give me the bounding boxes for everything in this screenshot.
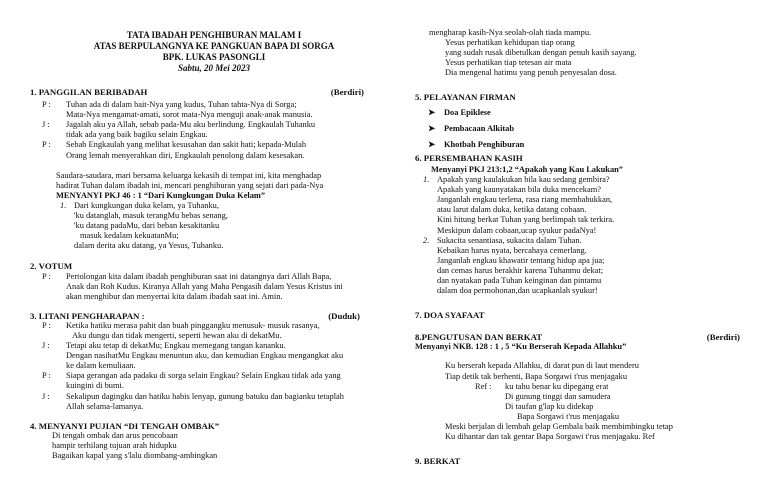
- verse-number: 1.: [60, 200, 67, 210]
- s3-j1: [30, 341, 398, 351]
- text-line: Mata-Nya mengamat-amati, sorot mata-Nya menguji anak-anak manusia.: [66, 110, 313, 120]
- text-line: dalam doa permohonan,dan ucapkanlah syukur!: [437, 286, 598, 296]
- text-line: Meskipun dalam cobaan,ucap syukur padaNya!: [437, 225, 597, 235]
- text-line: Aku dungu dan tidak mengerti, seperti hewan aku di dekatMu.: [72, 330, 282, 340]
- list-item-label: Doa Epiklese: [444, 107, 491, 117]
- text-line: Dia mengenal hatimu yang penuh penyesalan dosa.: [445, 68, 617, 78]
- text-line: Dari kungkungan duka kelam, ya Tuhanku,: [74, 200, 219, 210]
- text-line: kuingini di bumi.: [66, 381, 124, 391]
- song-title: Menyanyi PKJ 213:1,2 “Apakah yang Kau Lakukan”: [431, 164, 623, 174]
- text-line: Tetapi aku tetap di dekatMu; Engkau memegang tangan kananku.: [66, 341, 286, 351]
- text-line: Sekalipun dagingku dan hatiku habis lenyap, gunung batuku dan bagianku tetaplah: [66, 391, 344, 401]
- text-line: Tuhan ada di dalam bait-Nya yang kudus, Tuhan tahta-Nya di Sorga;: [66, 100, 297, 110]
- text-line: Janganlah engkau terlena, rasa riang membabukkan,: [437, 195, 613, 205]
- text-line: Sukacita senantiasa, sukacita dalam Tuhan.: [437, 235, 582, 245]
- s6-verse-1: [415, 175, 760, 185]
- text-line: dan cemas harus berakhir karena Tuhanmu dekat;: [437, 265, 604, 275]
- header-title-2: ATAS BERPULANGNYA KE PANGKUAN BAPA DI SORGA: [93, 41, 335, 51]
- section-6-title: 6. PERSEMBAHAN KASIH: [415, 152, 523, 163]
- text-line: ku tahu benar ku dipegang erat: [505, 381, 609, 391]
- section-7-title: 7. DOA SYAFAAT: [415, 310, 485, 321]
- text-line: Janganlah engkau khawatir tentang hidup apa jua;: [437, 255, 605, 265]
- text-line: mengharap kasih-Nya seolah-olah tiada mampu.: [429, 28, 592, 37]
- section-3-title: 3. LITANI PENGHARAPAN :: [30, 310, 145, 321]
- song-title: MENYANYI PKJ 46 : 1 “Dari Kungkungan Duka Kelam”: [56, 190, 266, 200]
- role-label: P :: [42, 100, 51, 110]
- section-8-title: 8.PENGUTUSAN DAN BERKAT: [415, 332, 543, 343]
- s8-refrain: [415, 382, 760, 392]
- section-8-note: (Berdiri): [706, 332, 740, 343]
- text-line: Bapa Sorgawi t'rus menjagaku: [517, 411, 620, 421]
- s2-p: [30, 272, 398, 282]
- section-9-heading: [415, 456, 760, 466]
- text-line: Sebab Engkaulah yang melihat kesusahan dan sakit hati; kepada-Mulah: [66, 140, 307, 150]
- section-1-title: 1. PANGGILAN BERIBADAH: [30, 87, 148, 97]
- arrow-icon: ➤: [428, 123, 436, 133]
- section-2-title: 2. VOTUM: [30, 261, 73, 272]
- role-label: P :: [42, 320, 51, 330]
- text-line: Kebaikan harus nyata, bercahaya cemerlang.: [437, 245, 587, 255]
- text-line: dan nyatakan pada Tuhan keinginan dan pintamu: [437, 275, 602, 285]
- text-line: Allah selama-lamanya.: [66, 401, 144, 411]
- section-7-heading: [415, 310, 760, 320]
- s3-j2: [30, 392, 398, 402]
- text-line: hampir terhilang tujuan arah hidupku: [52, 440, 177, 450]
- s3-p1: [30, 321, 398, 331]
- right-column: [415, 0, 760, 466]
- role-label: J :: [42, 341, 50, 351]
- text-line: Anak dan Roh Kudus. Kiranya Allah yang Maha Pengasih dalam Yesus Kristus ini: [66, 281, 343, 291]
- text-line: tidak ada yang baik bagiku selain Engkau.: [66, 130, 208, 140]
- role-label: J :: [42, 391, 50, 401]
- role-label: P :: [42, 371, 51, 381]
- text-line: Di taufan g'lap ku didekap: [505, 401, 594, 411]
- s5-item-2: [415, 124, 760, 134]
- text-line: Tiap detik tak berhenti, Bapa Sorgawi t'rus menjagaku: [445, 371, 628, 381]
- s6-verse-2: [415, 236, 760, 246]
- header-title-3: BPK. LUKAS PASONGLI: [162, 52, 266, 62]
- text-line: Di tengah ombak dan arus pencobaan: [52, 430, 178, 440]
- text-line: Saudara-saudara, mari bersama keluarga kekasih di tempat ini, kita menghadap: [56, 170, 322, 180]
- text-line: Ketika hatiku merasa pahit dan buah pinggangku menusuk- musuk rasanya,: [66, 320, 320, 330]
- s5-item-3: [415, 140, 760, 150]
- header-title-1: TATA IBADAH PENGHIBURAN MALAM I: [126, 30, 302, 40]
- text-line: hadirat Tuhan dalam ibadah ini, mencari penghiburan yang sejati dari pada-Nya: [56, 180, 324, 190]
- text-line: Yesus perhatikan tiap tetesan air mata: [445, 58, 572, 68]
- arrow-icon: ➤: [428, 139, 436, 149]
- text-line: Kini hitung berkat Tuhan yang berlimpah tak terkira.: [437, 215, 615, 225]
- song-title: Menyanyi NKB. 128 : 1 , 5 “Ku Berserah Kepada Allahku”: [415, 342, 627, 352]
- text-line: ke dalam kemuliaan.: [66, 361, 136, 371]
- s1-j1: [30, 120, 398, 130]
- text-line: Ku berserah kepada Allahku, di darat pun di laut menderu: [445, 361, 639, 371]
- section-9-title: 9. BERKAT: [415, 456, 461, 467]
- s5-item-1: [415, 108, 760, 118]
- section-8-heading: [415, 332, 760, 342]
- refrain-label: Ref :: [475, 381, 492, 391]
- section-3-heading: [30, 311, 398, 321]
- role-label: P :: [42, 140, 51, 150]
- text-line: Jagalah aku ya Allah, sebab pada-Mu aku berlindung. Engkaulah Tuhanku: [66, 120, 316, 130]
- s1-p1: [30, 100, 398, 110]
- text-line: Di gunung tinggi dan samudera: [505, 391, 611, 401]
- text-line: Meski berjalan di lembah gelap Gembala baik membimbingku tetap: [445, 422, 673, 431]
- section-2-heading: [30, 261, 398, 271]
- s1-p2: [30, 140, 398, 150]
- section-4-title: 4. MENYANYI PUJIAN “DI TENGAH OMBAK”: [30, 420, 220, 431]
- arrow-icon: ➤: [428, 107, 436, 117]
- list-item-label: Pembacaan Alkitab: [444, 123, 515, 133]
- text-line: Ku dihantar dan tak gentar Bapa Sorgawi t'rus menjagaku. Ref: [445, 432, 655, 442]
- section-6-heading: [415, 153, 760, 163]
- text-line: Orang lemah menyerahkan diri, Engkaulah penolong dalam kesesakan.: [66, 150, 305, 160]
- list-item-label: Khotbah Penghiburan: [444, 139, 525, 149]
- verse-number: 2.: [423, 235, 430, 245]
- s1-verse: [30, 201, 398, 211]
- section-5-heading: [415, 92, 760, 102]
- text-line: atau larut dalam duka, ketika datang cobaan.: [437, 205, 587, 215]
- section-1-note: (Berdiri): [330, 87, 364, 97]
- text-line: akan menghibur dan menyertai kita dalam ibadah saat ini. Amin.: [66, 291, 283, 301]
- text-line: dalam derita aku datang, ya Yesus, Tuhanku.: [74, 241, 224, 251]
- section-1-heading: [30, 87, 398, 97]
- role-label: P :: [42, 271, 51, 281]
- text-line: masuk kedalam kekuatanMu;: [80, 231, 179, 241]
- text-line: Pertolongan kita dalam ibadah penghiburan saat ini datangnya dari Allah Bapa,: [66, 271, 332, 281]
- s3-p2: [30, 371, 398, 381]
- text-line: Apakah yang kaulakukan bila kau sedang gembira?: [437, 175, 610, 185]
- text-line: Dengan nasihatMu Engkau menuntun aku, dan kemudian Engkau mengangkat aku: [66, 351, 344, 361]
- text-line: Apakah yang kaunyatakan bila duka mencekam?: [437, 185, 601, 195]
- text-line: 'ku datang padaMu, dari beban kesakitanku: [74, 221, 220, 231]
- verse-number: 1.: [423, 175, 430, 185]
- text-line: Bagaikan kapal yang s'lalu diombang-ambingkan: [52, 451, 218, 460]
- text-line: yang sudah rusak dibetulkan dengan penuh kasih sayang.: [445, 48, 637, 58]
- section-5-title: 5. PELAYANAN FIRMAN: [415, 92, 516, 103]
- text-line: Siapa gerangan ada padaku di sorga selain Engkau? Selain Engkau tidak ada yang: [66, 371, 341, 381]
- section-3-note: (Duduk): [328, 310, 360, 321]
- left-column: [30, 0, 398, 461]
- role-label: J :: [42, 120, 50, 130]
- section-4-heading: [30, 421, 398, 431]
- text-line: Yesus perhatikan kehidupan tiap orang: [445, 38, 575, 48]
- header-date: Sabtu, 20 Mei 2023: [177, 63, 250, 73]
- text-line: 'ku datanglah, masuk terangMu bebas senang,: [74, 211, 228, 221]
